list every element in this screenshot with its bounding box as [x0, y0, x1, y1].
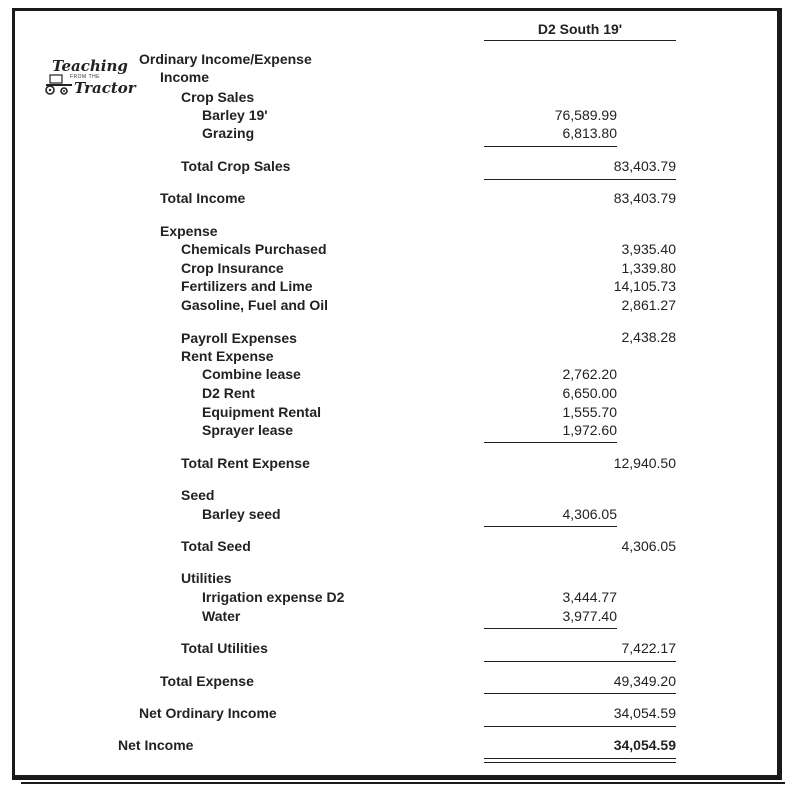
total-seed-label: Total Seed	[181, 538, 251, 554]
equipment-rental-label: Equipment Rental	[202, 404, 322, 420]
page-frame	[12, 8, 782, 780]
total-rule	[484, 661, 676, 662]
total-expense-value: 49,349.20	[613, 673, 676, 689]
net-income-value: 34,054.59	[613, 737, 676, 753]
subtotal-rule	[484, 628, 617, 629]
chemicals-label: Chemicals Purchased	[181, 241, 327, 257]
combine-lease-label: Combine lease	[202, 366, 301, 382]
sprayer-lease-label: Sprayer lease	[202, 422, 294, 438]
grazing-value: 6,813.80	[562, 125, 617, 141]
water-label: Water	[202, 608, 241, 624]
gasoline-label: Gasoline, Fuel and Oil	[181, 297, 329, 313]
fertilizers-value: 14,105.73	[613, 278, 676, 294]
total-utilities-label: Total Utilities	[181, 640, 268, 656]
equipment-rental-value: 1,555.70	[562, 404, 617, 420]
subtotal-rule	[484, 146, 617, 147]
d2-rent-label: D2 Rent	[202, 385, 255, 401]
utilities-heading: Utilities	[181, 570, 232, 586]
payroll-label: Payroll Expenses	[181, 330, 297, 346]
crop-insurance-label: Crop Insurance	[181, 260, 284, 276]
teaching-from-the-tractor-logo	[44, 57, 136, 99]
total-rule	[484, 726, 676, 727]
total-expense-label: Total Expense	[160, 673, 254, 689]
combine-lease-value: 2,762.20	[562, 366, 617, 382]
total-rent-value: 12,940.50	[613, 455, 676, 471]
d2-rent-value: 6,650.00	[562, 385, 617, 401]
total-rule	[484, 693, 676, 694]
fertilizers-label: Fertilizers and Lime	[181, 278, 313, 294]
crop-insurance-value: 1,339.80	[621, 260, 676, 276]
subtotal-rule	[484, 526, 617, 527]
net-income-label: Net Income	[118, 737, 194, 753]
grazing-label: Grazing	[202, 125, 255, 141]
expense-heading: Expense	[160, 223, 218, 239]
logo-line3: Tractor	[74, 79, 136, 97]
barley-seed-label: Barley seed	[202, 506, 281, 522]
logo-line1: Teaching	[52, 57, 128, 75]
barley-value: 76,589.99	[554, 107, 617, 123]
total-rent-label: Total Rent Expense	[181, 455, 310, 471]
total-crop-sales-label: Total Crop Sales	[181, 158, 291, 174]
payroll-value: 2,438.28	[621, 329, 676, 345]
total-utilities-value: 7,422.17	[621, 640, 676, 656]
total-income-label: Total Income	[160, 190, 246, 206]
irrigation-label: Irrigation expense D2	[202, 589, 345, 605]
logo-line2: FROM THE	[70, 74, 101, 80]
subtotal-rule	[484, 442, 617, 443]
rent-expense-heading: Rent Expense	[181, 348, 274, 364]
total-income-value: 83,403.79	[613, 190, 676, 206]
ordinary-income-expense-heading: Ordinary Income/Expense	[139, 51, 312, 67]
total-rule	[484, 179, 676, 180]
income-heading: Income	[160, 69, 210, 85]
crop-sales-heading: Crop Sales	[181, 89, 255, 105]
chemicals-value: 3,935.40	[621, 241, 676, 257]
gasoline-value: 2,861.27	[621, 297, 676, 313]
barley-label: Barley 19'	[202, 107, 268, 123]
total-seed-value: 4,306.05	[621, 538, 676, 554]
net-ordinary-income-value: 34,054.59	[613, 705, 676, 721]
grand-total-double-rule	[484, 758, 676, 763]
column-header: D2 South 19'	[484, 21, 676, 41]
sprayer-lease-value: 1,972.60	[562, 422, 617, 438]
total-crop-sales-value: 83,403.79	[613, 158, 676, 174]
seed-heading: Seed	[181, 487, 215, 503]
net-ordinary-income-label: Net Ordinary Income	[139, 705, 277, 721]
water-value: 3,977.40	[562, 608, 617, 624]
barley-seed-value: 4,306.05	[562, 506, 617, 522]
irrigation-value: 3,444.77	[562, 589, 617, 605]
tractor-icon	[44, 73, 74, 95]
